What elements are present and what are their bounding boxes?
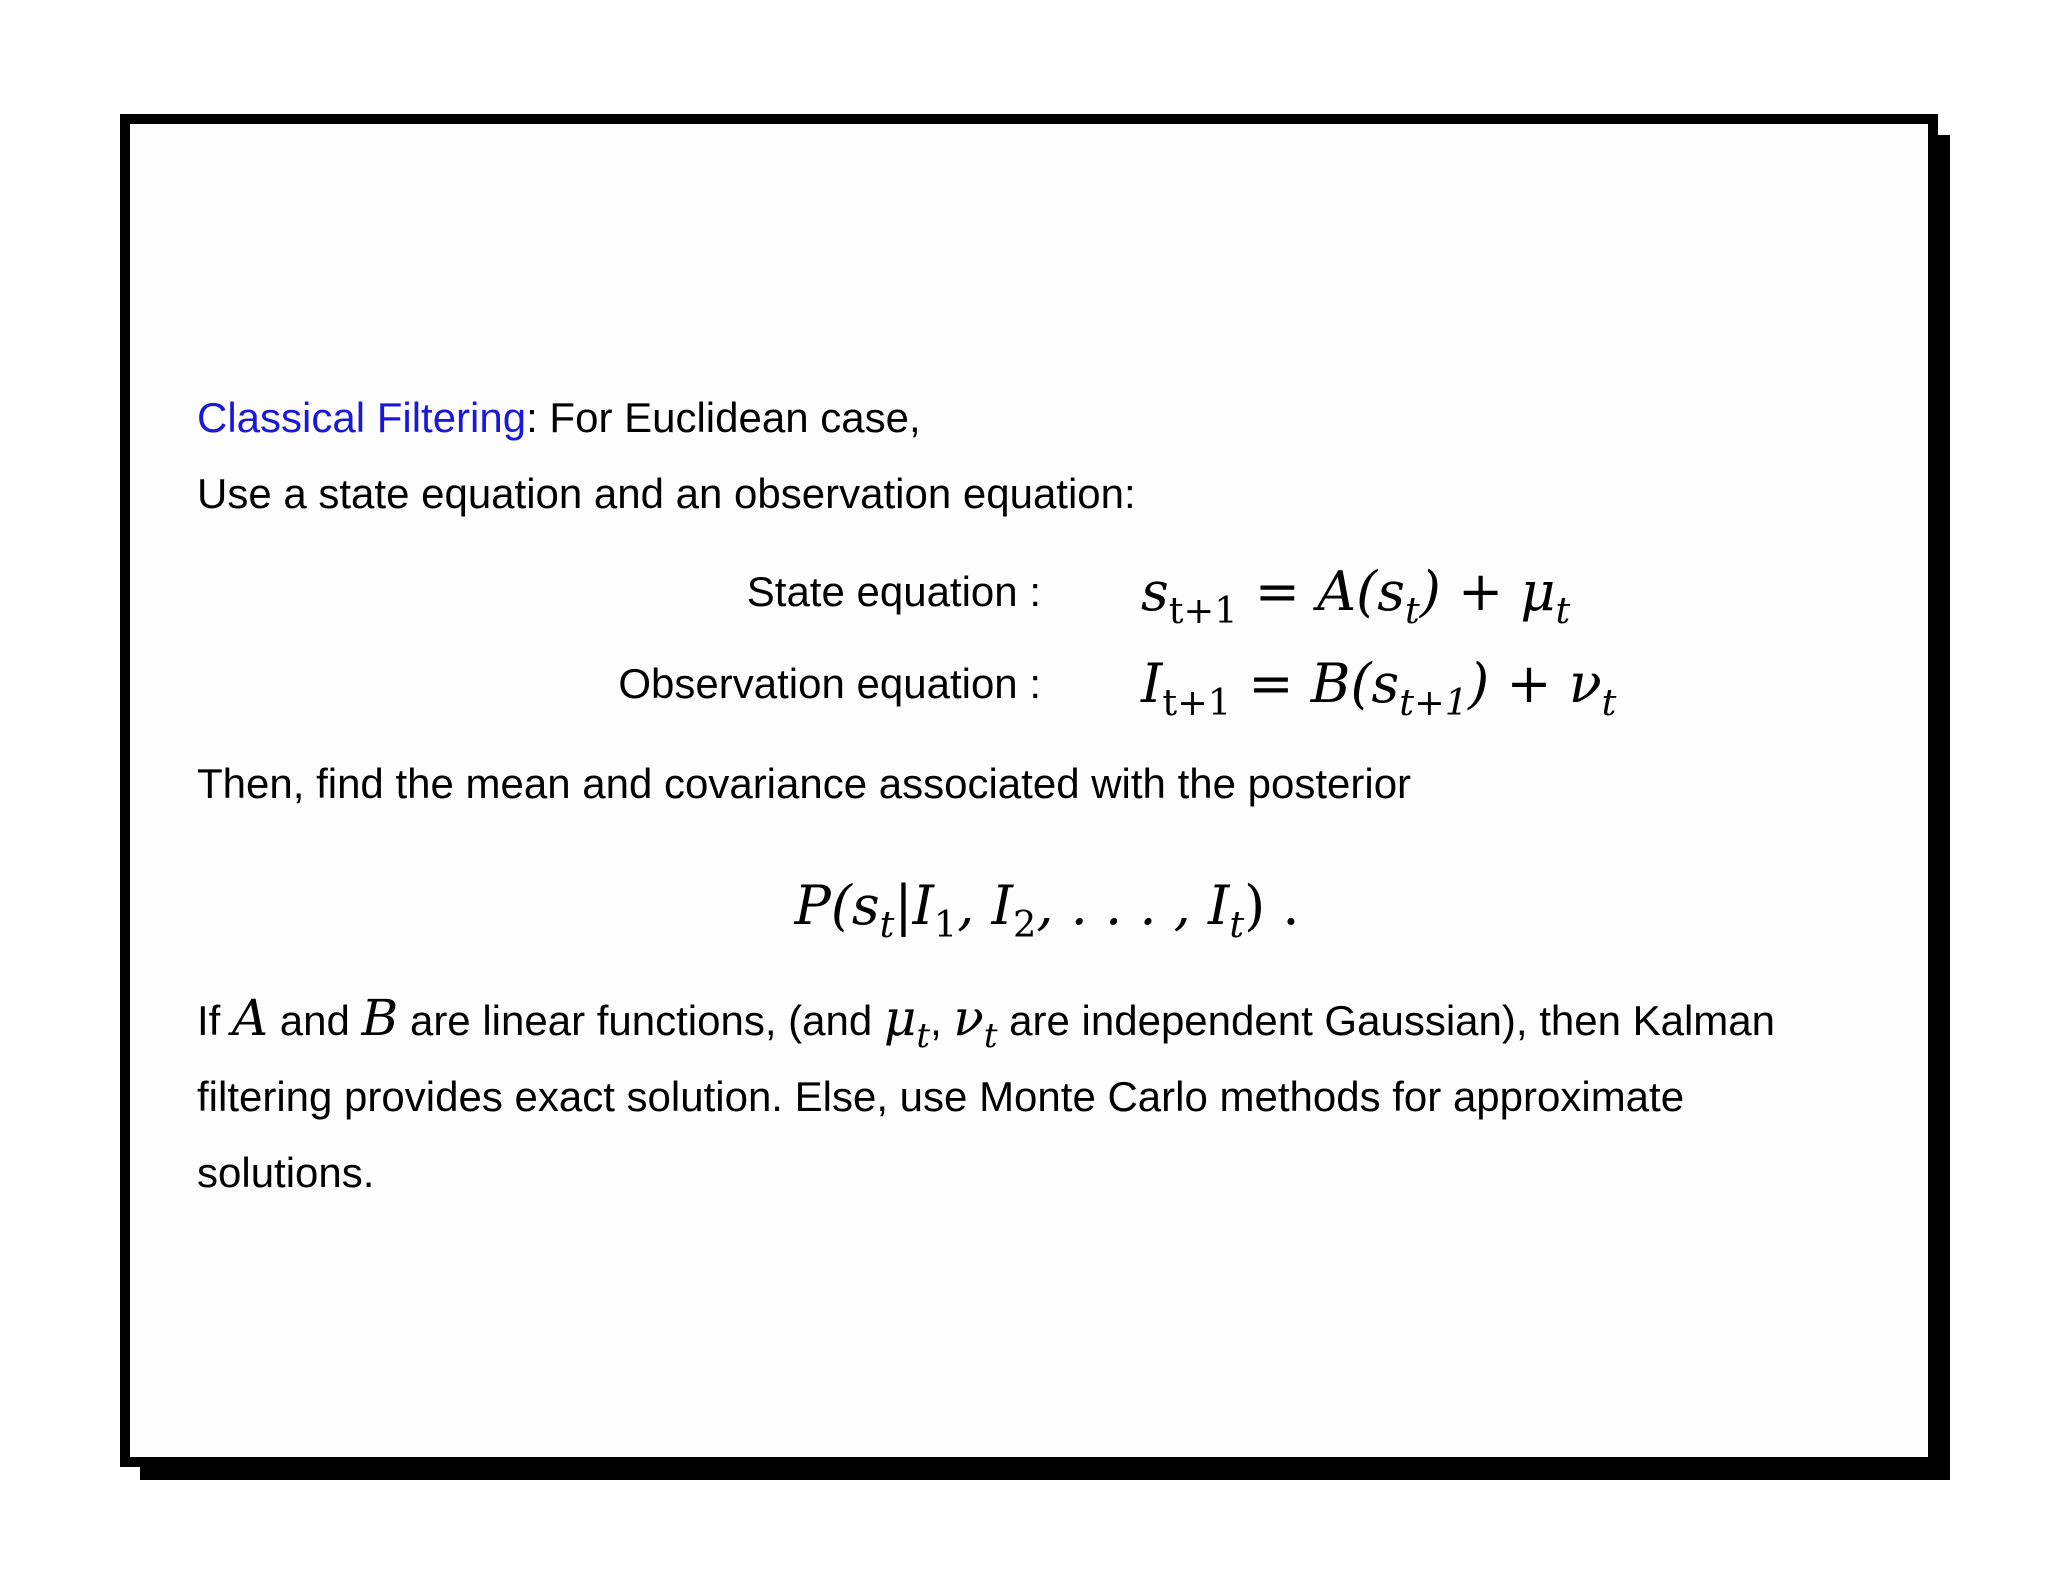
posterior-intro: Then, find the mean and covariance associated with the posterior xyxy=(197,760,1412,807)
state-equation-formula: $s_{t+1} = A(s_t) + \mu_t$ xyxy=(1141,560,1571,632)
equation-array xyxy=(197,546,1616,730)
conclusion-paragraph xyxy=(197,980,1877,1211)
observation-equation-row xyxy=(197,638,1616,730)
conclusion-line-1: If A and B are linear functions, (and $\mu_t$, $\nu_t$ are independent Gaussian), then Kalman xyxy=(197,989,1776,1056)
slide-content xyxy=(197,380,1877,1211)
posterior-formula: $P(s_t|I_1$, $I_2$, . . . , $I_t$) . xyxy=(794,874,1300,946)
intro-line xyxy=(197,380,1877,456)
slide-frame xyxy=(120,114,1938,1467)
intro-rest: : For Euclidean case, xyxy=(526,394,921,441)
state-equation-label: State equation : xyxy=(746,568,1041,615)
term-classical-filtering: Classical Filtering xyxy=(197,394,527,441)
intro-line-2: Use a state equation and an observation equation: xyxy=(197,470,1136,517)
conclusion-line-3: solutions. xyxy=(197,1149,375,1196)
conclusion-line-2: filtering provides exact solution. Else, use Monte Carlo methods for approximate xyxy=(197,1073,1685,1120)
observation-equation-formula: $I_{t+1} = B(s_{t+1}) + \nu_t$ xyxy=(1141,652,1617,724)
state-equation-row xyxy=(197,546,1616,638)
observation-equation-label: Observation equation : xyxy=(618,660,1041,707)
